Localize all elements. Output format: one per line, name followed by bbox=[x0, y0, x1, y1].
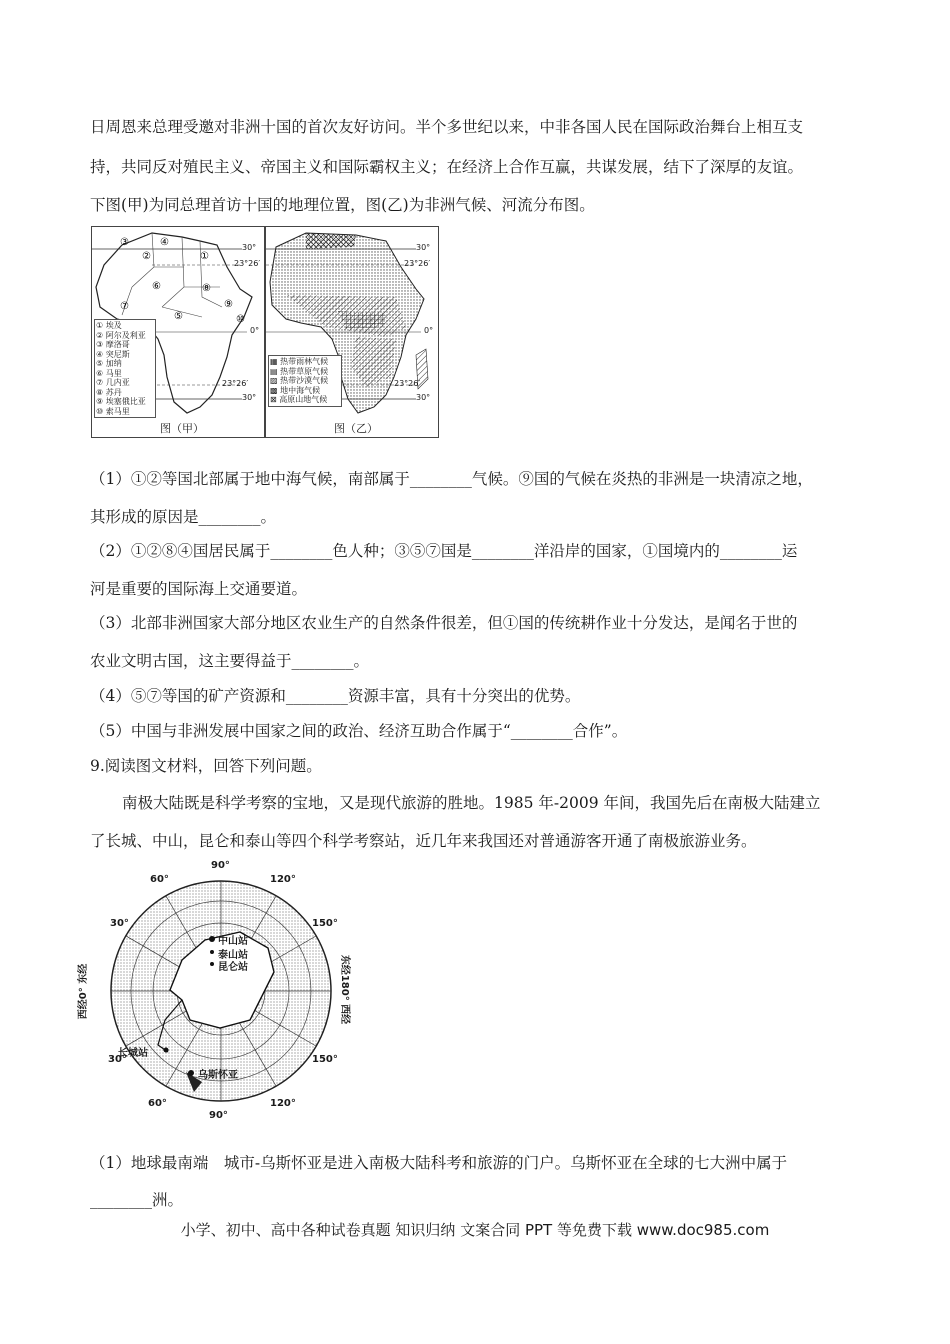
antarctica-polar-map bbox=[78, 860, 352, 1122]
degree-label: 150° bbox=[312, 1054, 338, 1065]
q8-2-line-2: 河是重要的国际海上交通要道。 bbox=[90, 580, 308, 598]
legend-item: ▩ 地中海气候 bbox=[270, 385, 321, 395]
degree-label: 90° bbox=[211, 860, 230, 871]
q8-5: （5）中国与非洲发展中国家之间的政治、经济互助合作属于“________合作”。 bbox=[90, 722, 628, 740]
q9-1-line-2: ________洲。 bbox=[90, 1191, 184, 1209]
legend-item: ① 埃及 bbox=[96, 321, 122, 330]
lat-label: 23°26′ bbox=[394, 379, 421, 388]
intro-line-2: 持，共同反对殖民主义、帝国主义和国际霸权主义；在经济上合作互赢，共谋发展，结下了深厚的友谊。 bbox=[90, 158, 804, 176]
degree-label: 30° bbox=[108, 1054, 127, 1065]
west-meridian-label: 西经0° 东经 bbox=[78, 963, 90, 1020]
legend-item: ▨ 热带沙漠气候 bbox=[270, 376, 329, 385]
lat-label: 23°26′ bbox=[404, 259, 431, 268]
legend-item: ⑩ 索马里 bbox=[96, 406, 130, 416]
q8-1-line-1: （1）①②等国北部属于地中海气候，南部属于________气候。⑨国的气候在炎热的非洲是一块清凉之地， bbox=[90, 470, 813, 488]
legend-item: ④ 突尼斯 bbox=[96, 349, 130, 359]
q8-3-line-2: 农业文明古国，这主要得益于________。 bbox=[90, 652, 370, 670]
degree-label: 60° bbox=[150, 874, 169, 885]
legend-item: ⑦ 几内亚 bbox=[96, 378, 130, 387]
map-jia-caption: 图（甲） bbox=[160, 422, 204, 435]
intro-line-1: 日周恩来总理受邀对非洲十国的首次友好访问。半个多世纪以来，中非各国人民在国际政治舞台上相互支 bbox=[90, 118, 804, 136]
intro-line-3: 下图(甲)为同总理首访十国的地理位置，图(乙)为非洲气候、河流分布图。 bbox=[90, 196, 595, 214]
q9-para-line-2: 了长城、中山，昆仑和泰山等四个科学考察站，近几年来我国还对普通游客开通了南极旅游业务。 bbox=[90, 832, 757, 850]
legend-item: ⑤ 加纳 bbox=[96, 359, 122, 368]
polar-projection bbox=[90, 860, 352, 1122]
legend-item: ② 阿尔及利亚 bbox=[96, 330, 146, 340]
svg-text:⑦: ⑦ bbox=[120, 301, 129, 312]
svg-text:⑨: ⑨ bbox=[224, 299, 233, 310]
legend-item: ⑧ 苏丹 bbox=[96, 387, 122, 397]
map-jia bbox=[91, 226, 265, 438]
legend-item: ⑥ 马里 bbox=[96, 368, 122, 378]
q8-1-line-2: 其形成的原因是________。 bbox=[90, 508, 277, 526]
svg-text:⑧: ⑧ bbox=[202, 283, 211, 294]
degree-label: 90° bbox=[209, 1110, 228, 1121]
station-changcheng: 长城站 bbox=[118, 1048, 148, 1059]
svg-text:①: ① bbox=[200, 251, 209, 262]
station-taishan: 泰山站 bbox=[218, 950, 248, 961]
legend-item: ⊠ 高原山地气候 bbox=[270, 395, 328, 404]
lat-label: 23°26′ bbox=[222, 379, 249, 388]
svg-text:④: ④ bbox=[160, 237, 169, 248]
legend-item: ▦ 热带雨林气候 bbox=[270, 357, 329, 366]
map-jia-legend bbox=[94, 319, 156, 418]
svg-text:③: ③ bbox=[120, 237, 129, 248]
station-kunlun: 昆仑站 bbox=[218, 962, 248, 973]
legend-item: ③ 摩洛哥 bbox=[96, 340, 130, 349]
lat-label: 0° bbox=[424, 326, 434, 335]
city-ushuaia: 乌斯怀亚 bbox=[198, 1070, 238, 1081]
degree-label: 150° bbox=[312, 918, 338, 929]
legend-item: ▤ 热带草原气候 bbox=[270, 366, 329, 376]
lat-label: 23°26′ bbox=[234, 259, 261, 268]
svg-text:⑤: ⑤ bbox=[174, 311, 183, 322]
station-zhongshan: 中山站 bbox=[218, 936, 248, 947]
legend-item: ⑨ 埃塞俄比亚 bbox=[96, 397, 146, 406]
q8-2-line-1: （2）①②⑧④国居民属于________色人种；③⑤⑦国是________洋沿岸的国家，①国境内的________运 bbox=[90, 542, 798, 560]
lat-label: 0° bbox=[250, 326, 260, 335]
lat-label: 30° bbox=[242, 393, 257, 402]
svg-text:⑥: ⑥ bbox=[152, 281, 161, 292]
lat-label: 30° bbox=[416, 393, 431, 402]
svg-text:②: ② bbox=[142, 251, 151, 262]
q9-para-line-1: 南极大陆既是科学考察的宝地，又是现代旅游的胜地。1985 年-2009 年间，我国先后在南极大陆建立 bbox=[122, 794, 821, 812]
east-meridian-label: 东经180° 西经 bbox=[339, 954, 351, 1025]
lat-label: 30° bbox=[242, 243, 257, 252]
map-yi bbox=[265, 226, 439, 438]
svg-text:⑩: ⑩ bbox=[236, 314, 245, 325]
q9-1-line-1: （1）地球最南端 城市-乌斯怀亚是进入南极大陆科考和旅游的门户。乌斯怀亚在全球的七大洲中属于 bbox=[90, 1154, 788, 1172]
degree-label: 120° bbox=[270, 1098, 296, 1109]
q8-3-line-1: （3）北部非洲国家大部分地区农业生产的自然条件很差，但①国的传统耕作业十分发达，是闻名于世的 bbox=[90, 614, 798, 632]
q8-4: （4）⑤⑦等国的矿产资源和________资源丰富，具有十分突出的优势。 bbox=[90, 687, 581, 705]
page-footer: 小学、初中、高中各种试卷真题 知识归纳 文案合同 PPT 等免费下载 www.doc985.com bbox=[180, 1221, 770, 1239]
degree-label: 30° bbox=[110, 918, 129, 929]
lat-label: 30° bbox=[416, 243, 431, 252]
q9-title: 9.阅读图文材料，回答下列问题。 bbox=[90, 757, 322, 775]
degree-label: 120° bbox=[270, 874, 296, 885]
degree-label: 60° bbox=[148, 1098, 167, 1109]
map-yi-caption: 图（乙） bbox=[334, 422, 378, 435]
map-yi-legend bbox=[268, 355, 342, 407]
